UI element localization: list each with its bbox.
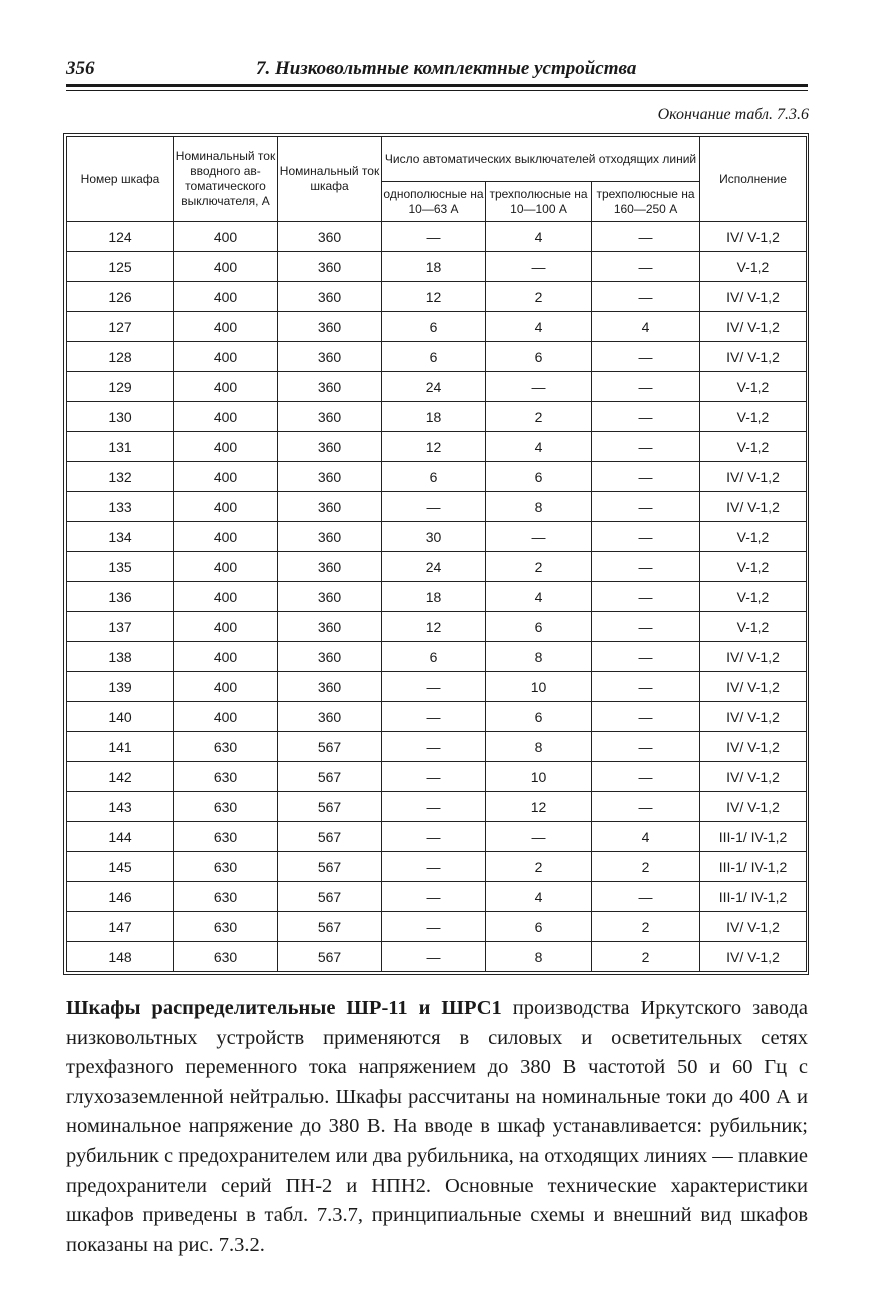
header-rule-thin	[66, 90, 808, 91]
cell-single-pole: —	[382, 792, 486, 822]
cell-three-pole-100: 6	[486, 462, 592, 492]
cell-three-pole-250: —	[592, 732, 700, 762]
table-row	[67, 822, 807, 852]
cell-single-pole: —	[382, 702, 486, 732]
cell-cabinet-number: 139	[67, 672, 174, 702]
cell-three-pole-250: —	[592, 642, 700, 672]
cell-input-current: 400	[174, 462, 278, 492]
cell-cabinet-number: 146	[67, 882, 174, 912]
cell-cabinet-current: 567	[278, 912, 382, 942]
table-row	[67, 702, 807, 732]
cell-three-pole-250: 2	[592, 852, 700, 882]
cell-cabinet-number: 143	[67, 792, 174, 822]
cell-single-pole: 24	[382, 372, 486, 402]
cell-three-pole-250: —	[592, 612, 700, 642]
cell-input-current: 630	[174, 912, 278, 942]
cell-cabinet-number: 148	[67, 942, 174, 972]
cell-three-pole-250: —	[592, 762, 700, 792]
table-row	[67, 282, 807, 312]
cell-execution: III-1/ IV-1,2	[700, 822, 807, 852]
cell-three-pole-250: 4	[592, 312, 700, 342]
cell-execution: V-1,2	[700, 252, 807, 282]
cell-three-pole-100: 12	[486, 792, 592, 822]
cell-execution: IV/ V-1,2	[700, 702, 807, 732]
cell-three-pole-250: —	[592, 462, 700, 492]
cell-single-pole: 12	[382, 282, 486, 312]
table-row	[67, 762, 807, 792]
cell-cabinet-number: 126	[67, 282, 174, 312]
paragraph-lead: Шкафы распределительные ШР-11 и ШРС1	[66, 997, 502, 1019]
cell-three-pole-250: 2	[592, 912, 700, 942]
cell-three-pole-100: —	[486, 252, 592, 282]
table-row	[67, 882, 807, 912]
cell-three-pole-250: —	[592, 342, 700, 372]
cell-single-pole: 6	[382, 312, 486, 342]
cell-single-pole: 6	[382, 462, 486, 492]
cell-three-pole-100: —	[486, 372, 592, 402]
cell-cabinet-number: 138	[67, 642, 174, 672]
cell-input-current: 630	[174, 792, 278, 822]
cell-three-pole-100: 4	[486, 582, 592, 612]
cell-execution: V-1,2	[700, 522, 807, 552]
cell-input-current: 630	[174, 852, 278, 882]
cell-three-pole-250: 4	[592, 822, 700, 852]
table-row	[67, 852, 807, 882]
cell-cabinet-current: 567	[278, 762, 382, 792]
table-caption: Окончание табл. 7.3.6	[657, 106, 809, 123]
cell-three-pole-250: —	[592, 432, 700, 462]
cell-execution: V-1,2	[700, 552, 807, 582]
cell-cabinet-number: 127	[67, 312, 174, 342]
table-row	[67, 912, 807, 942]
cell-cabinet-current: 360	[278, 462, 382, 492]
chapter-title: 7. Низковольтные комплектные устройства	[256, 58, 637, 79]
cell-single-pole: —	[382, 882, 486, 912]
cell-execution: III-1/ IV-1,2	[700, 882, 807, 912]
cell-input-current: 400	[174, 282, 278, 312]
cell-execution: V-1,2	[700, 372, 807, 402]
cell-input-current: 400	[174, 372, 278, 402]
cell-execution: IV/ V-1,2	[700, 912, 807, 942]
cell-three-pole-100: 4	[486, 312, 592, 342]
cell-input-current: 400	[174, 612, 278, 642]
cell-cabinet-number: 134	[67, 522, 174, 552]
cell-execution: IV/ V-1,2	[700, 762, 807, 792]
cell-three-pole-250: —	[592, 282, 700, 312]
cell-cabinet-number: 129	[67, 372, 174, 402]
cell-single-pole: 6	[382, 342, 486, 372]
table-row	[67, 942, 807, 972]
cell-single-pole: —	[382, 822, 486, 852]
cell-three-pole-250: —	[592, 402, 700, 432]
cell-cabinet-current: 360	[278, 492, 382, 522]
cell-cabinet-number: 124	[67, 222, 174, 252]
cell-single-pole: 24	[382, 552, 486, 582]
cell-single-pole: —	[382, 672, 486, 702]
cell-cabinet-number: 144	[67, 822, 174, 852]
cell-single-pole: 12	[382, 432, 486, 462]
cell-three-pole-250: —	[592, 702, 700, 732]
table-header	[67, 137, 807, 222]
cell-input-current: 400	[174, 222, 278, 252]
cell-execution: IV/ V-1,2	[700, 282, 807, 312]
cell-cabinet-number: 145	[67, 852, 174, 882]
cell-cabinet-current: 360	[278, 222, 382, 252]
cell-cabinet-current: 360	[278, 252, 382, 282]
cell-cabinet-current: 360	[278, 522, 382, 552]
cell-execution: IV/ V-1,2	[700, 672, 807, 702]
running-head	[66, 56, 808, 82]
cell-three-pole-250: —	[592, 552, 700, 582]
cell-cabinet-current: 360	[278, 342, 382, 372]
table-body	[67, 222, 807, 972]
cell-cabinet-number: 130	[67, 402, 174, 432]
table-row	[67, 402, 807, 432]
cell-cabinet-number: 128	[67, 342, 174, 372]
header-input-current: Номинальный ток вводного ав-томатического выключателя, А	[174, 137, 278, 222]
cell-cabinet-current: 567	[278, 792, 382, 822]
cell-three-pole-250: 2	[592, 942, 700, 972]
cell-execution: V-1,2	[700, 402, 807, 432]
cell-input-current: 400	[174, 432, 278, 462]
cell-execution: IV/ V-1,2	[700, 942, 807, 972]
cell-input-current: 400	[174, 252, 278, 282]
cell-cabinet-number: 131	[67, 432, 174, 462]
cell-input-current: 400	[174, 672, 278, 702]
cell-three-pole-100: 6	[486, 912, 592, 942]
cell-single-pole: —	[382, 762, 486, 792]
cell-three-pole-100: 4	[486, 882, 592, 912]
cell-cabinet-number: 136	[67, 582, 174, 612]
cell-three-pole-100: 8	[486, 492, 592, 522]
cell-single-pole: 6	[382, 642, 486, 672]
cell-three-pole-100: 8	[486, 642, 592, 672]
header-three-pole-250: трехполюсные на 160—250 А	[592, 182, 700, 222]
table-row	[67, 732, 807, 762]
table-row	[67, 492, 807, 522]
cell-cabinet-current: 567	[278, 942, 382, 972]
specifications-table	[66, 136, 807, 972]
cell-cabinet-current: 360	[278, 282, 382, 312]
cell-execution: IV/ V-1,2	[700, 492, 807, 522]
cell-execution: IV/ V-1,2	[700, 732, 807, 762]
body-paragraph	[66, 994, 808, 1260]
header-cabinet-number: Номер шкафа	[67, 137, 174, 222]
table-row	[67, 432, 807, 462]
cell-execution: IV/ V-1,2	[700, 222, 807, 252]
cell-input-current: 400	[174, 702, 278, 732]
cell-cabinet-number: 133	[67, 492, 174, 522]
cell-three-pole-250: —	[592, 252, 700, 282]
header-cabinet-current: Номинальный ток шкафа	[278, 137, 382, 222]
cell-three-pole-250: —	[592, 372, 700, 402]
cell-single-pole: —	[382, 222, 486, 252]
cell-single-pole: —	[382, 912, 486, 942]
table-row	[67, 342, 807, 372]
cell-cabinet-current: 360	[278, 552, 382, 582]
cell-single-pole: 30	[382, 522, 486, 552]
page-number: 356	[66, 58, 95, 79]
cell-three-pole-100: 6	[486, 342, 592, 372]
table-row	[67, 462, 807, 492]
cell-input-current: 400	[174, 342, 278, 372]
cell-three-pole-100: 4	[486, 432, 592, 462]
cell-three-pole-250: —	[592, 882, 700, 912]
table-row	[67, 582, 807, 612]
cell-single-pole: 12	[382, 612, 486, 642]
cell-three-pole-100: 2	[486, 402, 592, 432]
cell-three-pole-100: 2	[486, 282, 592, 312]
header-breakers-group: Число автоматических выключателей отходящих линий	[382, 137, 700, 182]
cell-cabinet-current: 360	[278, 582, 382, 612]
cell-cabinet-current: 567	[278, 732, 382, 762]
cell-execution: V-1,2	[700, 612, 807, 642]
header-rule-thick	[66, 84, 808, 87]
cell-three-pole-100: 2	[486, 552, 592, 582]
cell-three-pole-100: 4	[486, 222, 592, 252]
cell-input-current: 400	[174, 492, 278, 522]
cell-cabinet-number: 147	[67, 912, 174, 942]
cell-cabinet-current: 360	[278, 432, 382, 462]
cell-execution: V-1,2	[700, 432, 807, 462]
cell-cabinet-number: 125	[67, 252, 174, 282]
table-row	[67, 612, 807, 642]
cell-cabinet-current: 360	[278, 702, 382, 732]
cell-cabinet-current: 360	[278, 312, 382, 342]
cell-cabinet-number: 140	[67, 702, 174, 732]
cell-three-pole-250: —	[592, 492, 700, 522]
cell-cabinet-number: 137	[67, 612, 174, 642]
cell-single-pole: 18	[382, 402, 486, 432]
cell-execution: V-1,2	[700, 582, 807, 612]
cell-execution: III-1/ IV-1,2	[700, 852, 807, 882]
cell-input-current: 630	[174, 882, 278, 912]
cell-three-pole-100: 8	[486, 732, 592, 762]
cell-single-pole: 18	[382, 252, 486, 282]
cell-input-current: 400	[174, 402, 278, 432]
cell-input-current: 400	[174, 582, 278, 612]
table-row	[67, 552, 807, 582]
cell-cabinet-current: 360	[278, 612, 382, 642]
cell-three-pole-100: 8	[486, 942, 592, 972]
table-row	[67, 312, 807, 342]
cell-input-current: 400	[174, 552, 278, 582]
cell-three-pole-250: —	[592, 582, 700, 612]
cell-execution: IV/ V-1,2	[700, 792, 807, 822]
cell-single-pole: 18	[382, 582, 486, 612]
cell-three-pole-100: 6	[486, 612, 592, 642]
cell-three-pole-100: 10	[486, 672, 592, 702]
cell-input-current: 630	[174, 822, 278, 852]
cell-three-pole-100: 2	[486, 852, 592, 882]
table-row	[67, 642, 807, 672]
table-frame	[63, 133, 809, 975]
cell-cabinet-number: 142	[67, 762, 174, 792]
cell-cabinet-number: 135	[67, 552, 174, 582]
cell-three-pole-250: —	[592, 222, 700, 252]
cell-cabinet-current: 360	[278, 642, 382, 672]
cell-input-current: 400	[174, 312, 278, 342]
table-row	[67, 372, 807, 402]
cell-cabinet-current: 360	[278, 372, 382, 402]
cell-cabinet-current: 567	[278, 822, 382, 852]
cell-execution: IV/ V-1,2	[700, 462, 807, 492]
cell-three-pole-100: 6	[486, 702, 592, 732]
cell-input-current: 400	[174, 522, 278, 552]
cell-input-current: 630	[174, 732, 278, 762]
cell-input-current: 630	[174, 942, 278, 972]
table-row	[67, 222, 807, 252]
cell-three-pole-100: —	[486, 822, 592, 852]
table-row	[67, 672, 807, 702]
cell-input-current: 630	[174, 762, 278, 792]
cell-cabinet-current: 360	[278, 672, 382, 702]
cell-cabinet-number: 141	[67, 732, 174, 762]
cell-single-pole: —	[382, 852, 486, 882]
cell-three-pole-100: —	[486, 522, 592, 552]
table-row	[67, 252, 807, 282]
cell-execution: IV/ V-1,2	[700, 342, 807, 372]
cell-single-pole: —	[382, 942, 486, 972]
cell-input-current: 400	[174, 642, 278, 672]
cell-single-pole: —	[382, 732, 486, 762]
header-single-pole: однополюсные на 10—63 А	[382, 182, 486, 222]
cell-three-pole-250: —	[592, 672, 700, 702]
header-three-pole-100: трехполюсные на 10—100 А	[486, 182, 592, 222]
cell-execution: IV/ V-1,2	[700, 642, 807, 672]
header-execution: Исполнение	[700, 137, 807, 222]
cell-single-pole: —	[382, 492, 486, 522]
cell-cabinet-current: 567	[278, 882, 382, 912]
cell-three-pole-100: 10	[486, 762, 592, 792]
table-row	[67, 522, 807, 552]
cell-three-pole-250: —	[592, 522, 700, 552]
paragraph-text: производства Иркутского завода низковольтных устройств применяются в силовых и осветительных сетях трехфазного переменного тока напряжением до 380 В частотой 50 и 60 Гц с глухозаземленной нейтралью. Шкафы рассчитаны на номинальные токи до 400 А и номинальное напряжение до 380 В. На вводе в шкаф устанавливается: рубильник; рубильник с предохранителем или два рубильника, на отходящих линиях — плавкие предохранители серий ПН-2 и НПН2. Основные технические характеристики шкафов приведены в табл. 7.3.7, принципиальные схемы и внешний вид шкафов показаны на рис. 7.3.2.	[66, 997, 808, 1256]
cell-cabinet-current: 360	[278, 402, 382, 432]
cell-three-pole-250: —	[592, 792, 700, 822]
table-row	[67, 792, 807, 822]
cell-execution: IV/ V-1,2	[700, 312, 807, 342]
cell-cabinet-number: 132	[67, 462, 174, 492]
cell-cabinet-current: 567	[278, 852, 382, 882]
